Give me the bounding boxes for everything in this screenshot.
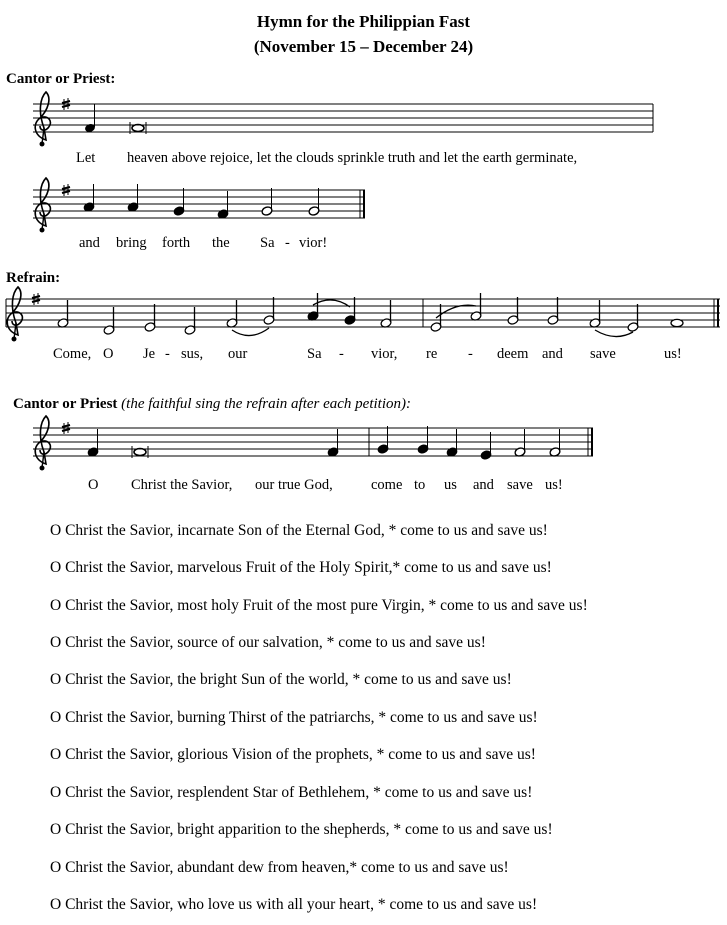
petition-line: O Christ the Savior, who love us with all your heart, * come to us and save us! <box>50 896 538 913</box>
notes-3 <box>87 426 561 460</box>
cantor-label: Cantor or Priest: <box>6 71 116 87</box>
petition-line: O Christ the Savior, most holy Fruit of the most pure Virgin, * come to us and save us! <box>50 597 588 614</box>
lyric: come <box>371 477 403 493</box>
notes-1 <box>84 104 146 134</box>
petition-line: O Christ the Savior, incarnate Son of the Eternal God, * come to us and save us! <box>50 522 548 539</box>
lyric: and <box>542 346 563 362</box>
page-subtitle: (November 15 – December 24) <box>253 37 474 56</box>
cantor-label-text: Cantor or Priest <box>13 396 118 412</box>
petition-line: O Christ the Savior, abundant dew from heaven,* come to us and save us! <box>50 859 509 876</box>
lyric: vior, <box>371 346 398 362</box>
lyric: Je <box>143 346 156 362</box>
lyric: - <box>339 346 344 362</box>
lyric: us! <box>664 346 682 362</box>
lyric: heaven above rejoice, let the clouds sprinkle truth and let the earth germinate, <box>127 150 578 166</box>
lyric: us! <box>545 477 563 493</box>
lyric: - <box>165 346 170 362</box>
lyric: - <box>468 346 473 362</box>
lyric: bring <box>116 235 147 251</box>
treble-clef-icon <box>35 92 50 147</box>
lyric: our true God, <box>255 477 333 493</box>
petition-line: O Christ the Savior, marvelous Fruit of the Holy Spirit,* come to us and save us! <box>50 559 552 576</box>
lyric: Christ the Savior, <box>131 477 233 493</box>
petition-line: O Christ the Savior, source of our salvation, * come to us and save us! <box>50 634 486 651</box>
lyric: and <box>473 477 494 493</box>
lyric: O <box>88 477 99 493</box>
lyric: deem <box>497 346 529 362</box>
petition-line: O Christ the Savior, resplendent Star of Bethlehem, * come to us and save us! <box>50 784 533 801</box>
refrain-label: Refrain: <box>6 270 61 286</box>
lyric: save <box>507 477 533 493</box>
petition-line: O Christ the Savior, the bright Sun of the world, * come to us and save us! <box>50 671 512 688</box>
lyric: and <box>79 235 100 251</box>
lyric: to <box>414 477 426 493</box>
lyric: Come, <box>53 346 92 362</box>
lyric: Sa <box>260 235 275 251</box>
lyric: - <box>285 235 290 251</box>
cantor-label-note: (the faithful sing the refrain after each petition): <box>121 396 411 412</box>
lyric: forth <box>162 235 191 251</box>
lyric: our <box>228 346 248 362</box>
lyric: the <box>212 235 230 251</box>
notes-refrain <box>57 293 683 337</box>
staff-1 <box>33 104 653 132</box>
petition-line: O Christ the Savior, glorious Vision of the prophets, * come to us and save us! <box>50 746 536 763</box>
petition-line: O Christ the Savior, bright apparition to the shepherds, * come to us and save us! <box>50 821 553 838</box>
lyric: Let <box>76 150 96 166</box>
petition-line: O Christ the Savior, burning Thirst of the patriarchs, * come to us and save us! <box>50 709 538 726</box>
lyric: re <box>426 346 438 362</box>
lyric: sus, <box>181 346 204 362</box>
lyric: Sa <box>307 346 322 362</box>
lyric: us <box>444 477 457 493</box>
lyric: O <box>103 346 114 362</box>
lyric: vior! <box>299 235 328 251</box>
notes-2 <box>83 184 320 219</box>
lyric: save <box>590 346 616 362</box>
page-title: Hymn for the Philippian Fast <box>256 12 471 31</box>
staff-3 <box>33 428 593 456</box>
